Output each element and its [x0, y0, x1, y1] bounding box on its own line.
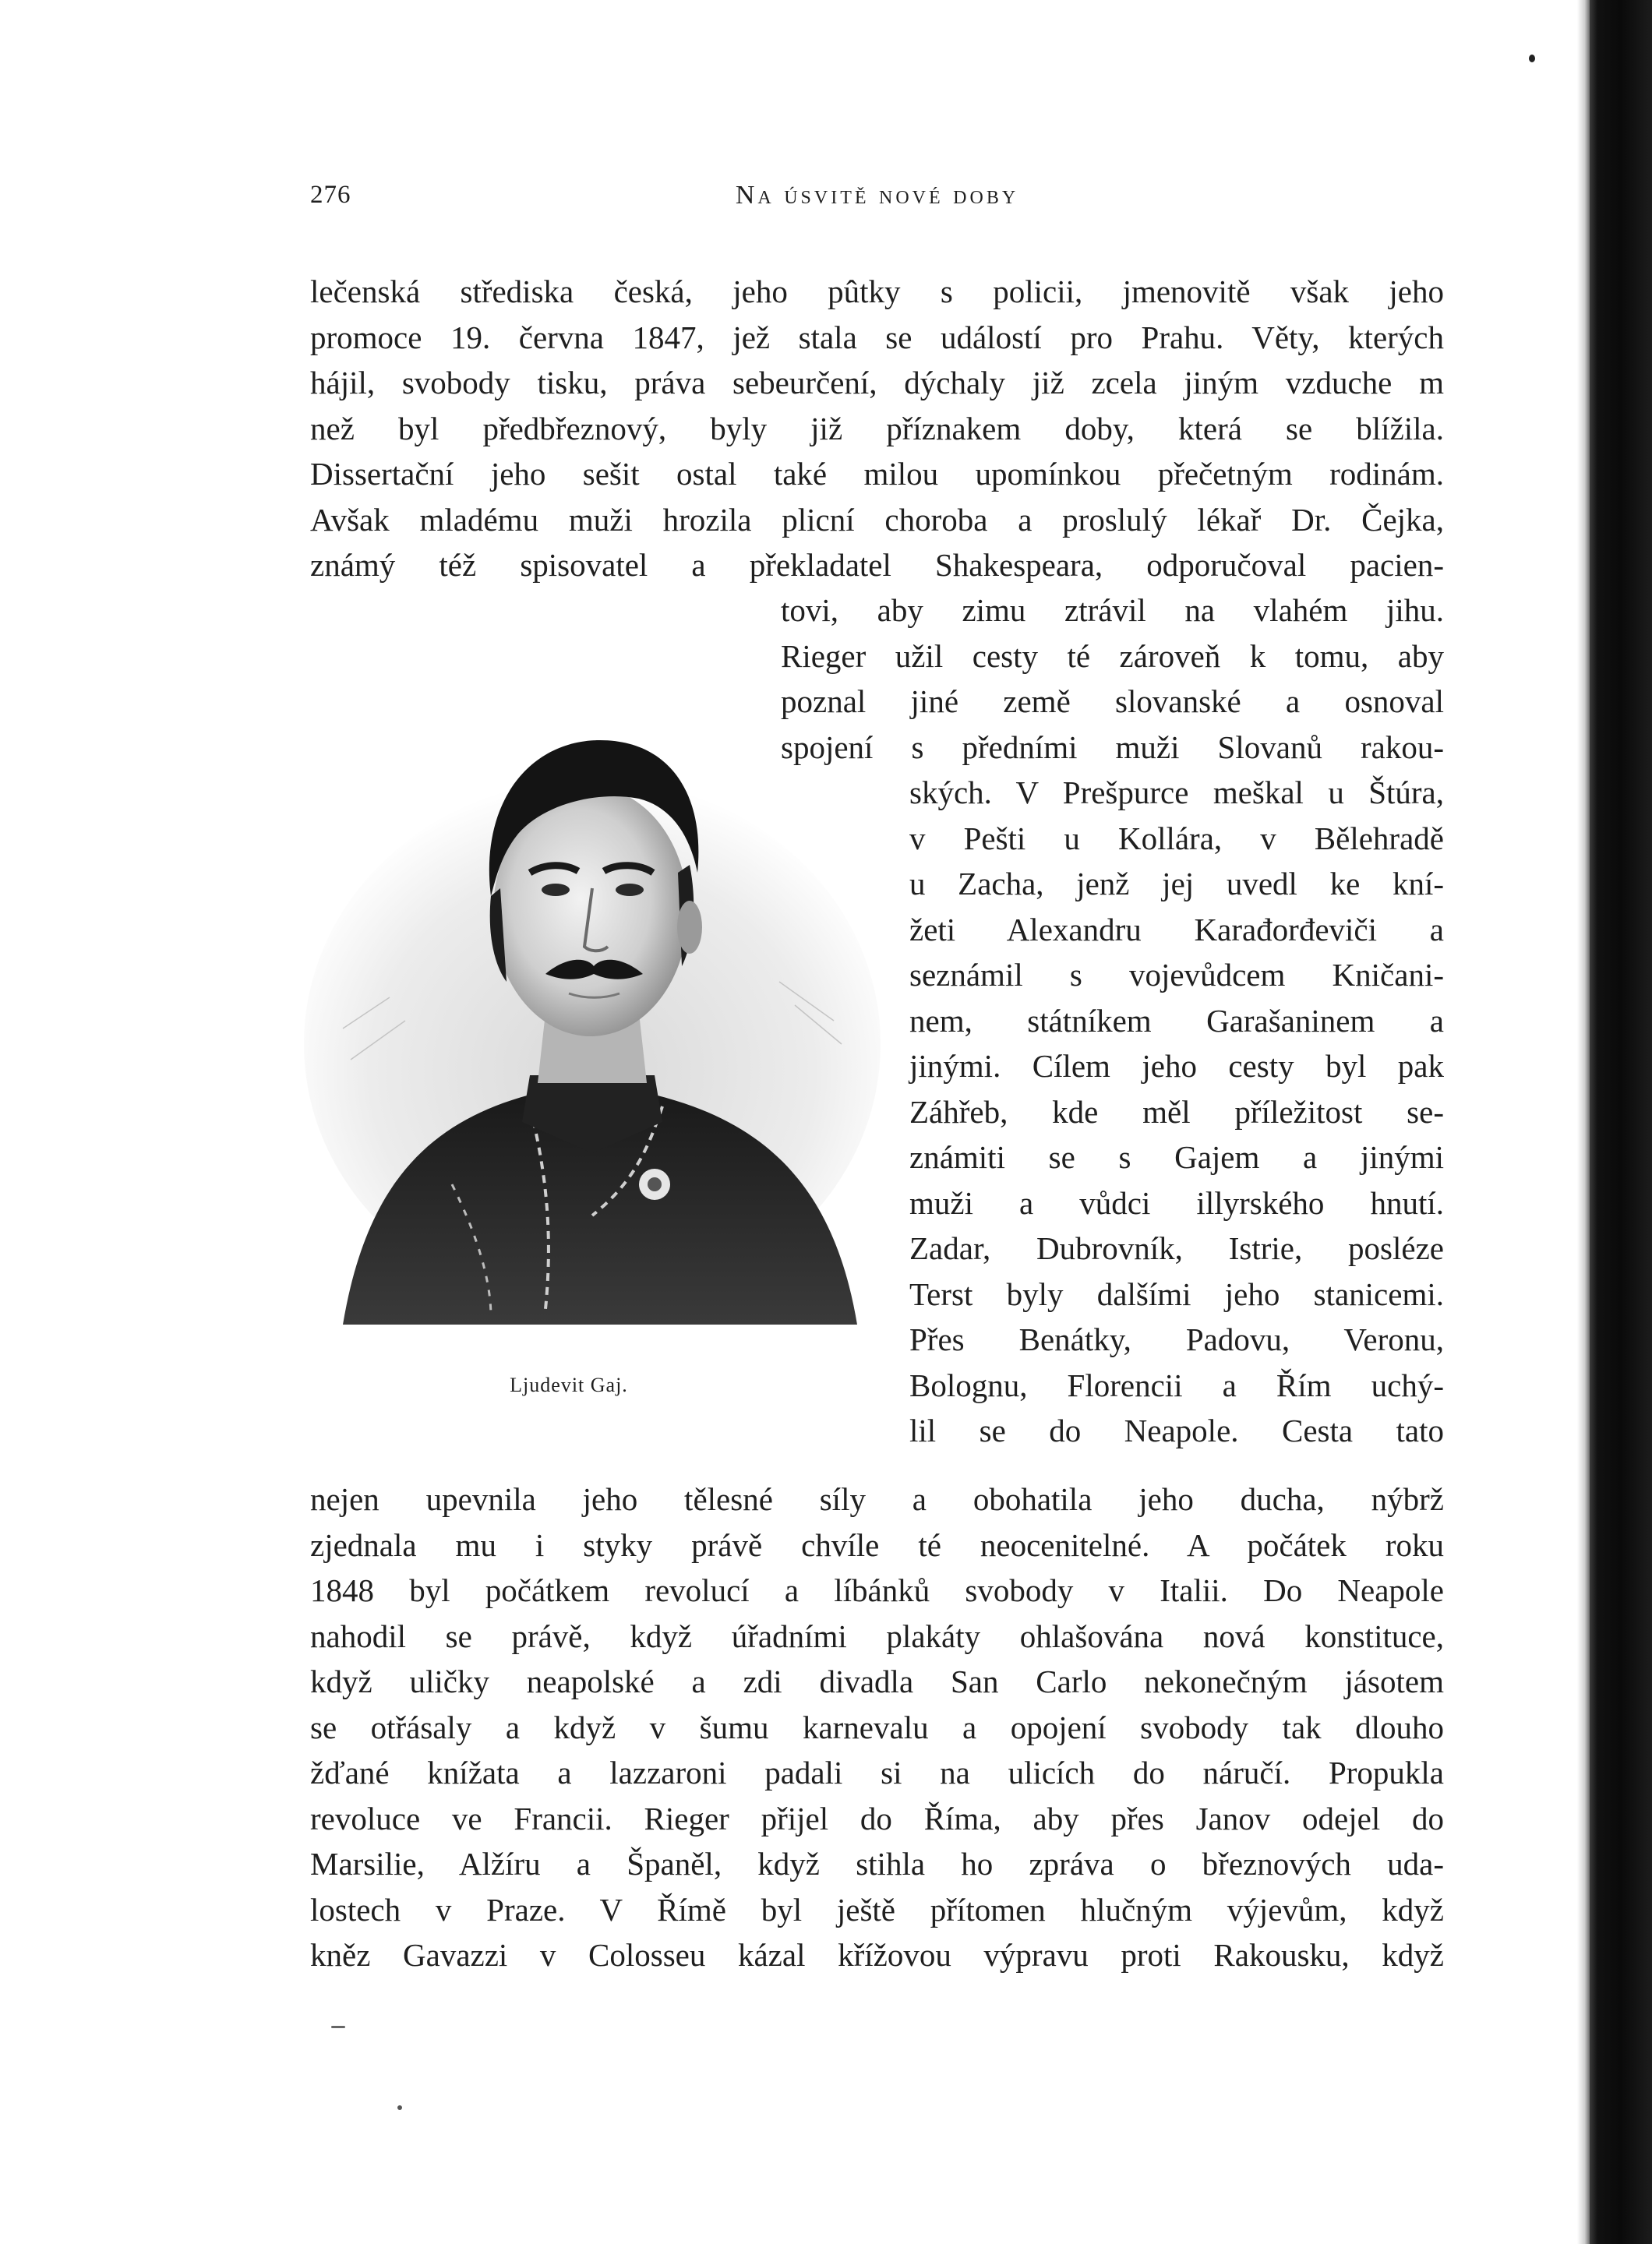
text-line: Dissertační jeho sešit ostal také milou upomínkou přečetným rodinám. [310, 456, 1444, 492]
text-line: Bolognu, Florencii a Řím uchý- [909, 1367, 1444, 1403]
text-line: nem, státníkem Garašaninem a [909, 1002, 1444, 1039]
paragraph-right-lower [909, 770, 1444, 1454]
text-line: nahodil se právě, když úřadními plakáty ohlašována nová konstituce, [310, 1618, 1444, 1654]
book-spine [1590, 0, 1652, 2244]
page-header [310, 181, 1444, 228]
text-line: když uličky neapolské a zdi divadla San Carlo nekonečným jásotem [310, 1664, 1444, 1699]
text-line: tovi, aby zimu ztrávil na vlahém jihu. [781, 592, 1444, 628]
text-line: lil se do Neapole. Cesta tato [909, 1413, 1444, 1448]
text-line: promoce 19. června 1847, jež stala se událostí pro Prahu. Věty, kterých [310, 319, 1444, 355]
text-line: lostech v Praze. V Římě byl ještě přítomen hlučným výjevům, když [310, 1891, 1444, 1928]
text-line: Terst byly dalšími jeho stanicemi. [909, 1275, 1444, 1312]
text-line: ských. V Prešpurce meškal u Štúra, [909, 774, 1444, 810]
text-line: muži a vůdci illyrského hnutí. [909, 1184, 1444, 1221]
text-line: žeti Alexandru Karađorđeviči a [909, 911, 1444, 947]
scan-speck [331, 2026, 345, 2028]
text-line: kněz Gavazzi v Colosseu kázal křížovou výpravu proti Rakousku, když [310, 1937, 1444, 1973]
text-line: lečenská střediska česká, jeho pûtky s policii, jmenovitě však jeho [310, 273, 1444, 309]
text-line: u Zacha, jenž jej uvedl ke kní- [909, 866, 1444, 901]
page-gutter-shadow [1577, 0, 1590, 2244]
text-line: hájil, svobody tisku, práva sebeurčení, dýchaly již zcela jiným vzduche m [310, 365, 1444, 400]
text-line: seznámil s vojevůdcem Kničani- [909, 957, 1444, 993]
paragraph-top [310, 269, 1444, 588]
text-line: nejen upevnila jeho tělesné síly a obohatila jeho ducha, nýbrž [310, 1481, 1444, 1517]
text-line: známý též spisovatel a překladatel Shakespeara, odporučoval pacien- [310, 547, 1444, 583]
scan-speck [1529, 55, 1535, 62]
portrait-engraving [296, 639, 888, 1325]
text-line: se otřásaly a když v šumu karnevalu a opojení svobody tak dlouho [310, 1709, 1444, 1745]
paragraph-bottom [310, 1477, 1444, 1978]
text-line: v Pešti u Kollára, v Bělehradě [909, 820, 1444, 856]
text-line: revoluce ve Francii. Rieger přijel do Říma, aby přes Janov odejel do [310, 1800, 1444, 1836]
text-line: jinými. Cílem jeho cesty byl pak [909, 1048, 1444, 1084]
text-line: než byl předbřeznový, byly již příznakem doby, která se blížila. [310, 410, 1444, 446]
text-line: Přes Benátky, Padovu, Veronu, [909, 1321, 1444, 1357]
page-number: 276 [310, 181, 351, 209]
running-head: Na úsvitě nové doby [735, 181, 1019, 210]
text-line: Záhřeb, kde měl příležitost se- [909, 1093, 1444, 1130]
text-line: Zadar, Dubrovník, Istrie, posléze [909, 1230, 1444, 1266]
scan-speck [397, 2105, 402, 2110]
text-line: spojení s předními muži Slovanů rakou- [781, 729, 1444, 765]
text-line: zjednala mu i styky právě chvíle té neocenitelné. A počátek roku [310, 1526, 1444, 1563]
text-line: známiti se s Gajem a jinými [909, 1139, 1444, 1175]
text-line: 1848 byl počátkem revolucí a líbánků svobody v Italii. Do Neapole [310, 1572, 1444, 1608]
text-line: Marsilie, Alžíru a Španěl, když stihla ho zpráva o březnových uda- [310, 1846, 1444, 1882]
decoration-star-icon [639, 1169, 670, 1200]
text-line: Rieger užil cesty té zároveň k tomu, aby [781, 637, 1444, 674]
text-line: žďané knížata a lazzaroni padali si na ulicích do náručí. Propukla [310, 1755, 1444, 1791]
text-line: poznal jiné země slovanské a osnoval [781, 683, 1444, 719]
text-line: Avšak mladému muži hrozila plicní choroba a proslulý lékař Dr. Čejka, [310, 501, 1444, 538]
figure-caption: Ljudevit Gaj. [510, 1374, 628, 1396]
